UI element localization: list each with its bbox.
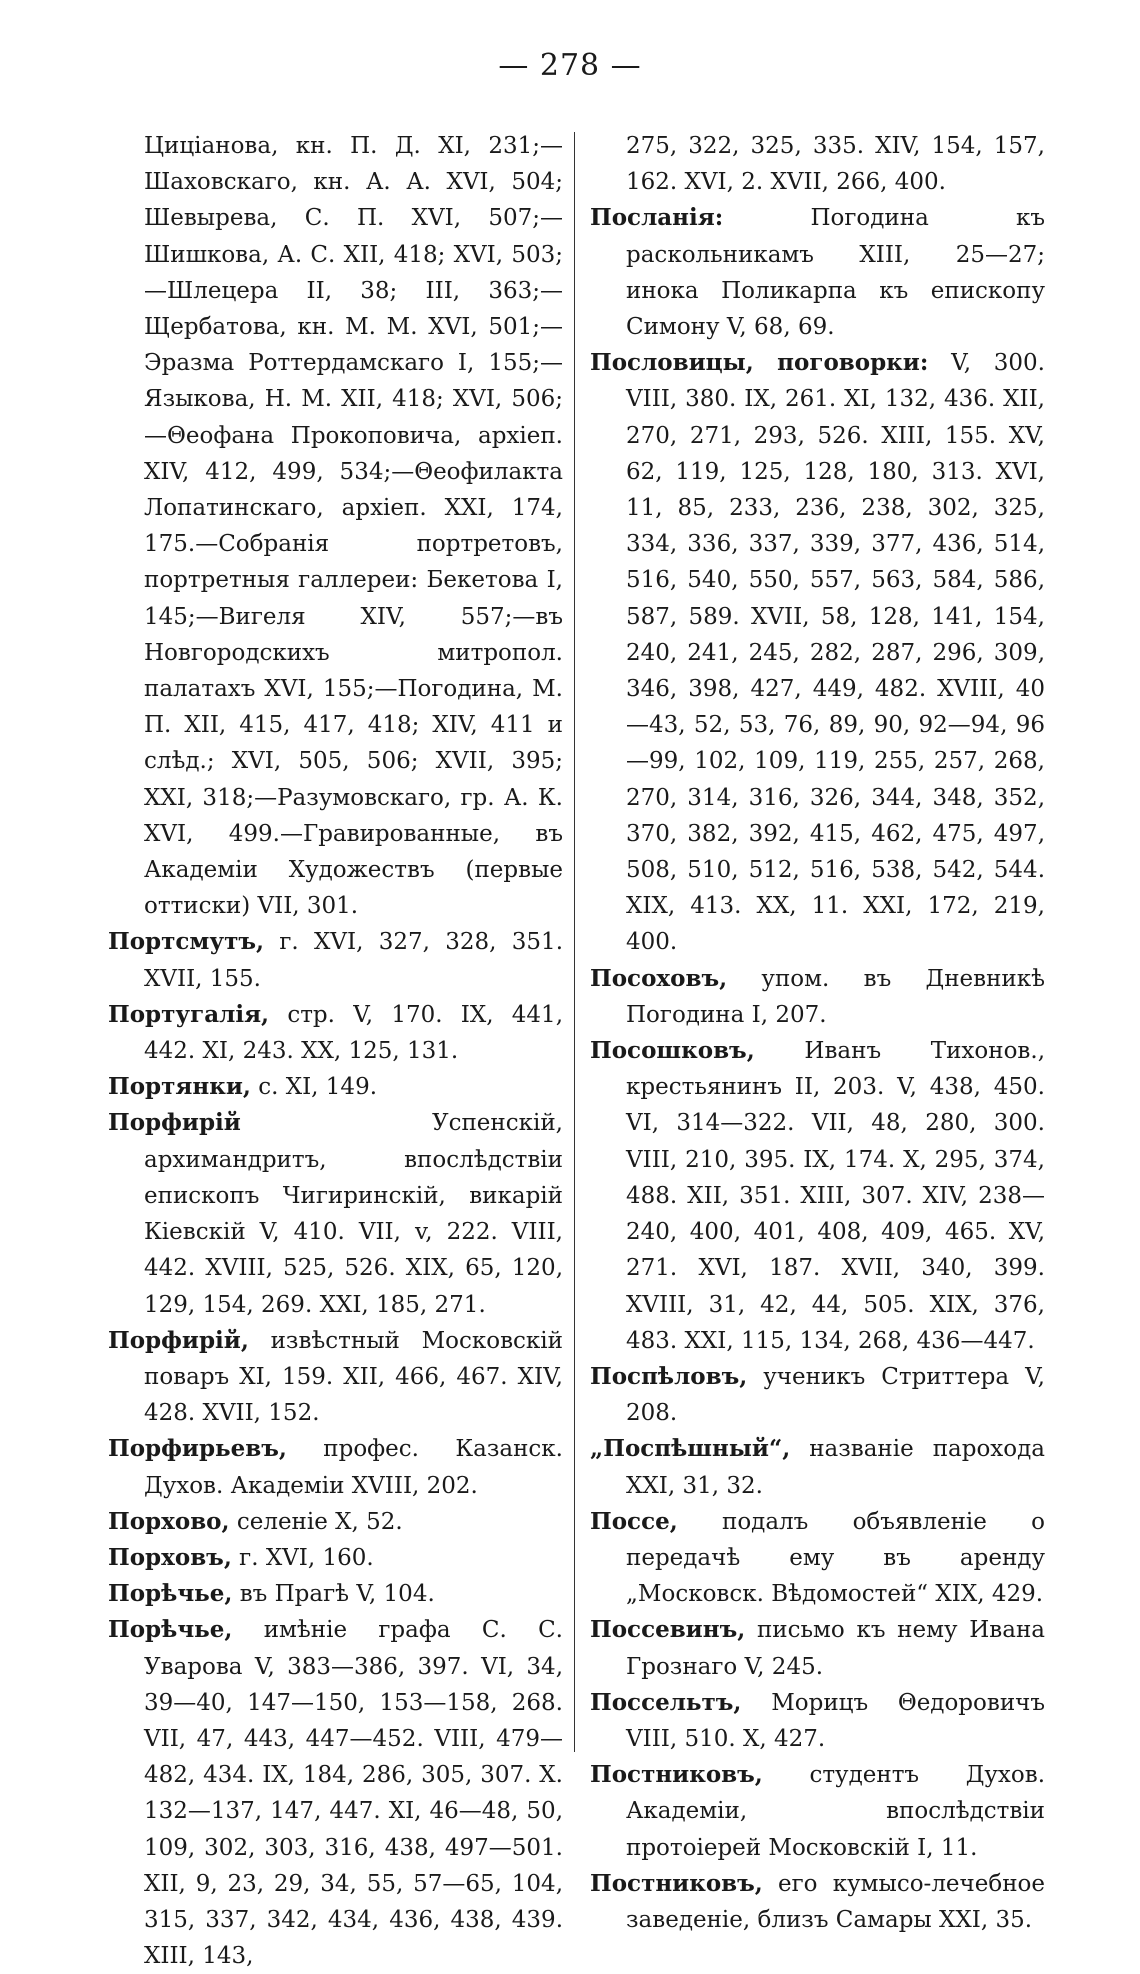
- entry-references: письмо къ нему Ивана Грознаго V, 245.: [626, 1617, 1046, 1680]
- index-entry: [590, 200, 1045, 345]
- entry-references: въ Прагѣ V, 104.: [239, 1581, 435, 1608]
- entry-references: г. XVI, 160.: [239, 1544, 374, 1571]
- entry-headword: Посошковъ,: [590, 1037, 755, 1065]
- entry-headword: Порѣчье,: [108, 1616, 233, 1644]
- entry-references: Погодина къ раскольникамъ XIII, 25—27; инока Поликарпа къ епископу Симону V, 68, 69.: [626, 205, 1045, 341]
- right-column: [590, 128, 1046, 1933]
- column-divider: [574, 132, 575, 1752]
- entry-references: студентъ Духов. Академiи, впослѣдствiи протоiерей Московскiй I, 11.: [626, 1762, 1046, 1861]
- index-entry: [108, 128, 563, 924]
- index-entry: [590, 1359, 1045, 1431]
- entry-headword: Посланiя:: [590, 204, 724, 232]
- entry-references: V, 300. VIII, 380. IX, 261. XI, 132, 436. XII, 270, 271, 293, 526. XIII, 155. XV, 62, 119, 125, 128, 180, 313. XVI, 11, 85, 233, 236, 238, 302, 325, 334, 336, 337, 339, 377, 436, 514, 516, 540, 550, 557, 563, 584, 586, 587, 589. XVII, 58, 128, 141, 154, 240, 241, 245, 282, 287, 296, 309, 346, 398, 427, 449, 482. XVIII, 40—43, 52, 53, 76, 89, 90, 92—94, 96—99, 102, 109, 119, 255, 257, 268, 270, 314, 316, 326, 344, 348, 352, 370, 382, 392, 415, 462, 475, 497, 508, 510, 512, 516, 538, 542, 544. XIX, 413. XX, 11. XXI, 172, 219, 400.: [626, 350, 1045, 956]
- index-entry: [590, 345, 1045, 960]
- entry-references: стр. V, 170. IX, 441, 442. XI, 243. XX, 125, 131.: [144, 1001, 564, 1065]
- entry-headword: Посоховъ,: [590, 964, 728, 992]
- index-entry: [108, 1504, 563, 1540]
- entry-headword: Портсмутъ,: [108, 928, 265, 956]
- index-entry: [590, 1757, 1045, 1866]
- entry-headword: Порфирiй: [108, 1109, 241, 1137]
- entry-references: г. XVI, 327, 328, 351. XVII, 155.: [144, 929, 563, 992]
- entry-references: профес. Казанск. Духов. Академiи XVIII, 202.: [144, 1436, 563, 1499]
- index-entry: [108, 1323, 563, 1432]
- index-entry: [590, 1033, 1045, 1359]
- entry-references: упом. въ Дневникѣ Погодина I, 207.: [626, 965, 1046, 1028]
- entry-headword: Поссевинъ,: [590, 1616, 746, 1644]
- entry-headword: Постниковъ,: [590, 1869, 763, 1897]
- page-number: — 278 —: [498, 48, 642, 83]
- index-entry: [590, 1504, 1045, 1613]
- entry-references: ученикъ Стриттера V, 208.: [626, 1363, 1045, 1427]
- entry-references: извѣстный Московскiй поваръ XI, 159. XII, 466, 467. XIV, 428. XVII, 152.: [144, 1327, 563, 1427]
- index-entry: [108, 924, 563, 996]
- index-entry: [108, 1576, 563, 1612]
- entry-references: с. XI, 149.: [258, 1074, 378, 1101]
- entry-headword: Поссельтъ,: [590, 1688, 742, 1716]
- entry-headword: Пословицы, поговорки:: [590, 349, 929, 377]
- entry-references: названiе парохода XXI, 31, 32.: [626, 1436, 1045, 1499]
- entry-headword: Порхово,: [108, 1507, 230, 1535]
- entry-references: селенiе X, 52.: [236, 1508, 403, 1535]
- entry-references: Иванъ Тихонов., крестьянинъ II, 203. V, 438, 450. VI, 314—322. VII, 48, 280, 300. VIII, 210, 395. IX, 174. X, 295, 374, 488. XII, 351. XIII, 307. XIV, 238—240, 400, 401, 408, 409, 465. XV, 271. XVI, 187. XVII, 340, 399. XVIII, 31, 42, 44, 505. XIX, 376, 483. XXI, 115, 134, 268, 436—447.: [626, 1038, 1046, 1354]
- left-column: [108, 128, 564, 1970]
- entry-headword: Порѣчье,: [108, 1580, 233, 1608]
- entry-references: его кумысо-лечебное заведенiе, близъ Самары XXI, 35.: [626, 1870, 1045, 1933]
- index-entry: [108, 997, 563, 1069]
- entry-references: Цицiанова, кн. П. Д. XI, 231;—Шаховскаго, кн. А. А. XVI, 504; Шевырева, С. П. XVI, 507;—Шишкова, А. С. XII, 418; XVI, 503;—Шлецера II, 38; III, 363;—Щербатова, кн. М. М. XVI, 501;—Эразма Роттердамскаго I, 155;—Языкова, Н. М. XII, 418; XVI, 506;—Θеофана Прокоповича, архiеп. XIV, 412, 499, 534;—Θеофилакта Лопатинскаго, архiеп. XXI, 174, 175.—Собранiя портретовъ, портретныя галлереи: Бекетова I, 145;—Вигеля XIV, 557;—въ Новгородскихъ митропол. палатахъ XVI, 155;—Погодина, М. П. XII, 415, 417, 418; XIV, 411 и слѣд.; XVI, 505, 506; XVII, 395; XXI, 318;—Разумовскаго, гр. А. К. XVI, 499.—Гравированные, въ Академiи Художествъ (первые оттиски) VII, 301.: [144, 133, 563, 920]
- entry-references: 275, 322, 325, 335. XIV, 154, 157, 162. XVI, 2. XVII, 266, 400.: [626, 133, 1045, 196]
- index-entry: [590, 1685, 1045, 1757]
- entry-references: подалъ объявленiе о передачѣ ему въ аренду „Московск. Вѣдомостей“ XIX, 429.: [626, 1508, 1045, 1608]
- entry-headword: „Поспѣшный“,: [590, 1435, 791, 1463]
- index-entry: [108, 1069, 563, 1105]
- entry-headword: Порфирьевъ,: [108, 1435, 287, 1463]
- entry-references: Успенскiй, архимандритъ, впослѣдствiи епископъ Чигиринскiй, викарiй Кiевскiй V, 410. VII, v, 222. VIII, 442. XVIII, 525, 526. XIX, 65, 120, 129, 154, 269. XXI, 185, 271.: [144, 1110, 563, 1318]
- index-entry: [590, 961, 1045, 1033]
- entry-references: имѣнiе графа С. С. Уварова V, 383—386, 397. VI, 34, 39—40, 147—150, 153—158, 268. VII, 47, 443, 447—452. VIII, 479—482, 434. IX, 184, 286, 305, 307. X. 132—137, 147, 447. XI, 46—48, 50, 109, 302, 303, 316, 438, 497—501. XII, 9, 23, 29, 34, 55, 57—65, 104, 315, 337, 342, 434, 436, 438, 439. XIII, 143,: [144, 1617, 563, 1970]
- index-entry: [590, 1431, 1045, 1503]
- index-entry: [590, 1866, 1045, 1938]
- entry-headword: Порфирiй,: [108, 1326, 249, 1354]
- index-entry: [108, 1431, 563, 1503]
- entry-headword: Порховъ,: [108, 1543, 232, 1571]
- entry-headword: Портянки,: [108, 1073, 251, 1101]
- index-entry: [590, 128, 1045, 200]
- entry-headword: Постниковъ,: [590, 1761, 763, 1789]
- entry-headword: Поссе,: [590, 1507, 678, 1535]
- entry-headword: Поспѣловъ,: [590, 1362, 748, 1390]
- index-entry: [108, 1540, 563, 1576]
- index-entry: [108, 1105, 563, 1322]
- entry-references: Морицъ Θедоровичъ VIII, 510. X, 427.: [626, 1689, 1045, 1752]
- index-entry: [108, 1612, 563, 1974]
- entry-headword: Португалiя,: [108, 1000, 270, 1028]
- index-entry: [590, 1612, 1045, 1684]
